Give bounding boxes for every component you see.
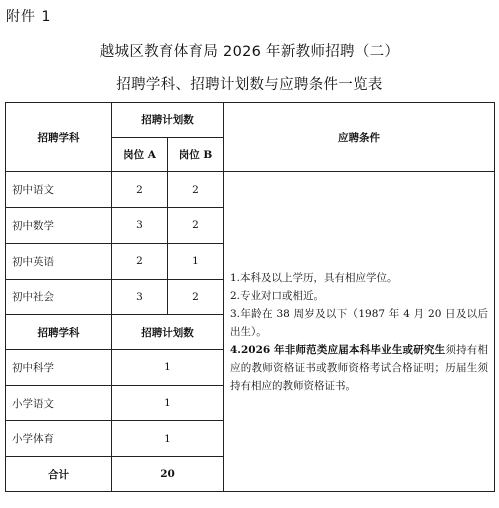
total-value: 20 (112, 457, 224, 492)
requirement-2: 2.专业对口或相近。 (230, 289, 325, 302)
subject-cell: 初中英语 (6, 243, 112, 279)
subheader-subject: 招聘学科 (6, 315, 112, 350)
table-row (6, 172, 495, 208)
requirement-3: 3.年龄在 38 周岁及以下（1987 年 4 月 20 日及以后出生）。 (230, 307, 488, 338)
subject-cell: 小学语文 (6, 385, 112, 421)
table-header-row (6, 103, 495, 138)
requirement-1: 1.本科及以上学历，具有相应学位。 (230, 271, 398, 284)
position-b-cell: 2 (168, 172, 224, 208)
header-position-a: 岗位 A (112, 137, 168, 172)
subject-cell: 初中数学 (6, 208, 112, 244)
subject-cell: 初中社会 (6, 279, 112, 315)
requirement-4-emphasis: 4.2026 年非师范类应届本科毕业生或研究生 (230, 343, 446, 356)
count-cell: 1 (112, 385, 224, 421)
position-a-cell: 3 (112, 279, 168, 315)
subject-cell: 小学体育 (6, 421, 112, 457)
requirement-4 (230, 341, 488, 395)
position-b-cell: 2 (168, 208, 224, 244)
total-label: 合计 (6, 457, 112, 492)
position-b-cell: 1 (168, 243, 224, 279)
subject-cell: 初中语文 (6, 172, 112, 208)
recruitment-table (5, 102, 495, 492)
document-subtitle: 招聘学科、招聘计划数与应聘条件一览表 (116, 77, 383, 93)
position-a-cell: 3 (112, 208, 168, 244)
header-subject: 招聘学科 (6, 103, 112, 172)
document-title: 越城区教育体育局 2026 年新教师招聘（二） (99, 44, 400, 60)
attachment-label: 附件 1 (6, 9, 52, 25)
position-a-cell: 2 (112, 172, 168, 208)
header-position-b: 岗位 B (168, 137, 224, 172)
requirement-4-text: 须持有相应的教师资格证书或教师资格考试合格证明；历届生须持有相应的教师资格证书。 (230, 343, 488, 392)
subject-cell: 初中科学 (6, 350, 112, 386)
requirements-cell (224, 172, 495, 492)
header-plan: 招聘计划数 (112, 103, 224, 138)
position-a-cell: 2 (112, 243, 168, 279)
subheader-plan: 招聘计划数 (112, 315, 224, 350)
header-requirements: 应聘条件 (224, 103, 495, 172)
count-cell: 1 (112, 421, 224, 457)
count-cell: 1 (112, 350, 224, 386)
position-b-cell: 2 (168, 279, 224, 315)
